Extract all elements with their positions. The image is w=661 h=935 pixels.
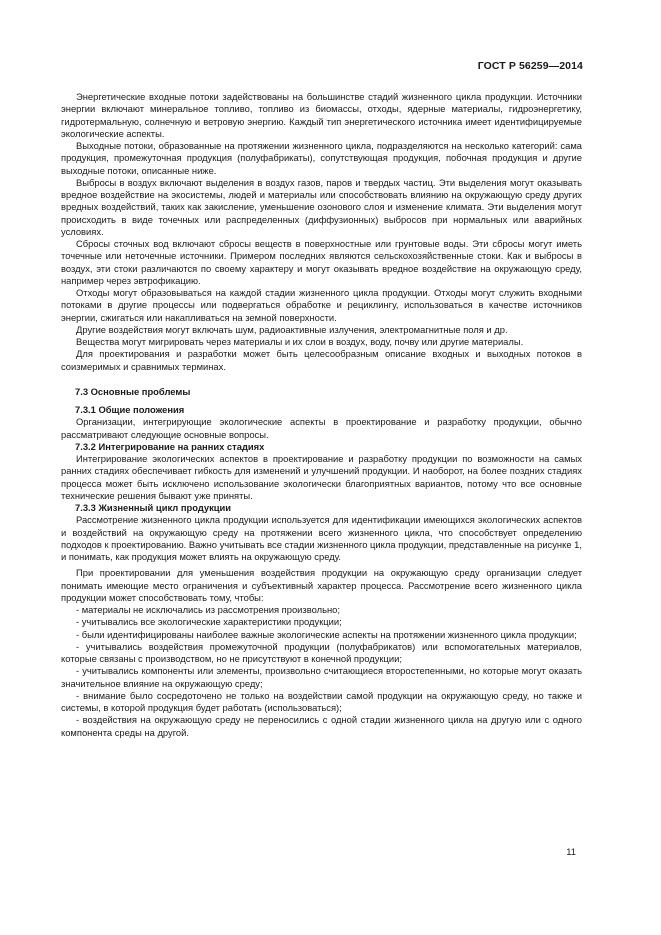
subsection-heading: 7.3.3 Жизненный цикл продукции xyxy=(75,502,232,513)
paragraph: Для проектирования и разработки может быть целесообразным описание входных и выходных потоков в соизмеримых и сравнимых терминах. xyxy=(61,348,582,372)
list-item: - учитывались компоненты или элементы, произвольно считающиеся второстепенными, но которые могут оказать значительное влияние на окружающую среду; xyxy=(61,665,582,689)
list-item: - материалы не исключались из рассмотрения произвольно; xyxy=(76,604,340,615)
list-item: - воздействия на окружающую среду не переносились с одной стадии жизненного цикла на другую или с одного компонента среды на другой. xyxy=(61,714,582,738)
section-heading: 7.3 Основные проблемы xyxy=(75,385,191,397)
subsection-heading: 7.3.2 Интегрирование на ранних стадиях xyxy=(75,440,265,452)
list-item: - внимание было сосредоточено не только на воздействии самой продукции на окружающую среду, но также и системы, в которой продукция будет работать (использоваться); xyxy=(61,689,582,713)
paragraph: Вещества могут мигрировать через материалы и их слои в воздух, воду, почву или другие материалы. xyxy=(76,336,524,347)
paragraph: Другие воздействия могут включать шум, радиоактивные излучения, электромагнитные поля и др. xyxy=(76,323,508,335)
list-item: - были идентифицированы наиболее важные экологические аспекты на протяжении жизненного цикла продукции; xyxy=(76,628,577,640)
paragraph: Организации, интегрирующие экологические аспекты в проектирование и разработку продукции, обычно рассматривают следующие основные вопросы. xyxy=(61,416,582,440)
list-item: - учитывались все экологические характеристики продукции; xyxy=(76,616,342,628)
paragraph: Рассмотрение жизненного цикла продукции используется для идентификации имеющихся экологических аспектов и воздействий на окружающую среду на протяжении всего жизненного цикла, что способствует определению подходов к проектированию. Важно учитывать все стадии жизненного цикла продукции, представленные на рисунке 1, и понимать, как продукция может влиять на окружающую среду. xyxy=(61,514,582,562)
paragraph: Энергетические входные потоки задействованы на большинстве стадий жизненного цикла продукции. Источники энергии включают минеральное топливо, топливо из биомассы, отходы, ядерные материалы, гидроэнергетику, гидротермальную, солнечную и ветровую энергию. Каждый тип энергетического источника имеет идентифицируемые экологические аспекты. xyxy=(61,91,582,139)
paragraph: Отходы могут образовываться на каждой стадии жизненного цикла продукции. Отходы могут служить входными потоками в другие процессы или подвергаться обработке и рециклингу, использоваться в качестве источников энергии, сжигаться или накапливаться на земной поверхности. xyxy=(61,287,582,323)
paragraph: Интегрирование экологических аспектов в проектирование и разработку продукции по возможности на самых ранних стадиях обеспечивает гибкость для изменений и улучшений продукции. И наоборот, на более поздних стадиях процесса может быть исключено использование экологически благоприятных вариантов, потому что все основные технические решения бывают уже приняты. xyxy=(61,453,582,501)
subsection-heading: 7.3.1 Общие положения xyxy=(75,404,185,415)
paragraph: Выбросы в воздух включают выделения в воздух газов, паров и твердых частиц. Эти выделения могут оказывать вредное воздействие на экосистемы, людей и материалы или способствовать влиянию на окружающую среду других вредных воздействий, таких как закисление, уменьшение озонового слоя и изменение климата. Эти выделения могут происходить в виде точечных или распределенных (диффузионных) выбросов при нормальных или аварийных условиях. xyxy=(61,176,582,237)
paragraph: При проектировании для уменьшения воздействия продукции на окружающую среду организации следует понимать имеющие место ограничения и субъективный характер процесса. Рассмотрение всего жизненного цикла продукции может способствовать тому, чтобы: xyxy=(61,567,582,603)
document-standard-id: ГОСТ Р 56259—2014 xyxy=(477,60,583,72)
document-body xyxy=(61,91,582,739)
paragraph: Сбросы сточных вод включают сбросы веществ в поверхностные или грунтовые воды. Эти сбросы могут иметь точечные или неточечные источники. Примером последних являются сельскохозяйственные стоки. Как и выбросы в воздух, эти стоки различаются по своему характеру и могут оказывать вредное воздействие на окружающую среду, например через эвтрофикацию. xyxy=(61,238,582,286)
list-item: - учитывались воздействия промежуточной продукции (полуфабрикатов) или вспомогательных материалов, которые связаны с производством, но не присутствуют в конечной продукции; xyxy=(61,640,582,664)
paragraph: Выходные потоки, образованные на протяжении жизненного цикла, подразделяются на несколько категорий: сама продукция, промежуточная продукция (полуфабрикаты), сопутствующая продукция, побочная продукция и другие выходные потоки, описанные ниже. xyxy=(61,140,582,176)
page-number: 11 xyxy=(566,846,576,857)
